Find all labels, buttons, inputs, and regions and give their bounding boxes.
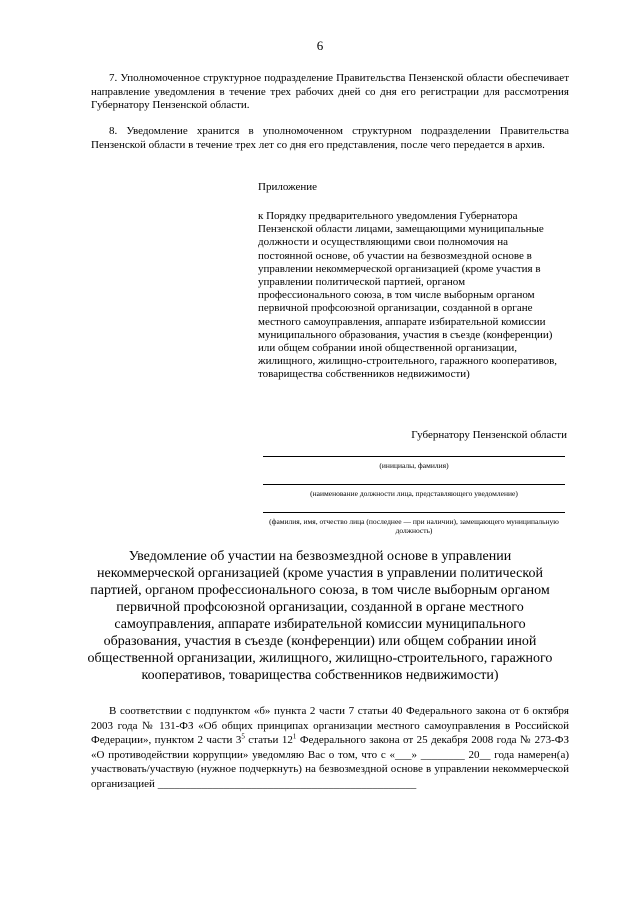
paragraph-7: 7. Уполномоченное структурное подразделение Правительства Пензенской области обеспечивает направление уведомления в течение трех рабочих дней со дня его регистрации для рассмотрения Губернатору Пензенской области. [91, 72, 569, 111]
addressee: Губернатору Пензенской области [411, 429, 567, 441]
appendix-text: к Порядку предварительного уведомления Губернатора Пензенской области лицами, замещающими муниципальные должности и осуществляющими свои полномочия на постоянной основе, об участии на безвозмездной основе в управлении некоммерческой организацией (кроме участия в управлении политической партией, органом профессионального союза, в том числе выборным органом первичной профсоюзной организации, созданной в органе местного самоуправления, аппарате избирательной комиссии муниципального образования, участия в съезде (конференции) или общем собрании иной общественной организации, жилищного, жилищно-строительного, гаражного кооперативов, товарищества собственников недвижимости) [258, 210, 558, 381]
full-name-caption: (фамилия, имя, отчество лица (последнее — при наличии), замещающего муниципальную должность) [269, 517, 559, 535]
position-line [263, 484, 565, 485]
notification-sup-1: 5 [241, 732, 245, 741]
initials-line [263, 456, 565, 457]
position-caption: (наименование должности лица, представляющего уведомление) [310, 489, 518, 498]
notification-title: Уведомление об участии на безвозмездной основе в управлении некоммерческой организацией (кроме участия в управлении политической партией, органом профессионального союза, в том числе выборным органом первичной профсоюзной организации, созданной в органе местного самоуправления, аппарате избирательной комиссии муниципального образования, участия в съезде (конференции) или общем собрании иной общественной организации, жилищного, жилищно-строительного, гаражного кооперативов, товарищества собственников недвижимости) [87, 549, 553, 683]
notification-sup-2: 1 [292, 732, 297, 741]
notification-body [91, 704, 569, 792]
appendix-title: Приложение [258, 181, 318, 193]
notification-body-part3: Федерального закона от 25 декабря 2008 года № 273-ФЗ «О противодействии коррупции» уведомляю Вас о том, что с «___» ________ 20__ года намерен(а) участвовать/участвую (нужное подчеркнуть) на безвозмездной основе в управлении некоммерческой организацией _______________________________________________ [91, 734, 569, 790]
notification-body-part2: статьи 12 [244, 734, 293, 747]
page-number: 6 [316, 38, 324, 53]
full-name-line [263, 512, 565, 513]
initials-field[interactable] [263, 456, 565, 470]
notification-body-part1: В соответствии с подпунктом «б» пункта 2 части 7 статьи 40 Федерального закона от 6 октября 2003 года № 131-ФЗ «Об общих принципах организации местного самоуправления в Российской Федерации», пунктом 2 части 3 [91, 705, 569, 747]
full-name-field[interactable] [263, 512, 565, 535]
paragraph-8: 8. Уведомление хранится в уполномоченном структурном подразделении Правительства Пензенской области в течение трех лет со дня его представления, после чего передается в архив. [91, 125, 569, 151]
initials-caption: (инициалы, фамилия) [379, 461, 449, 470]
position-field[interactable] [263, 484, 565, 498]
